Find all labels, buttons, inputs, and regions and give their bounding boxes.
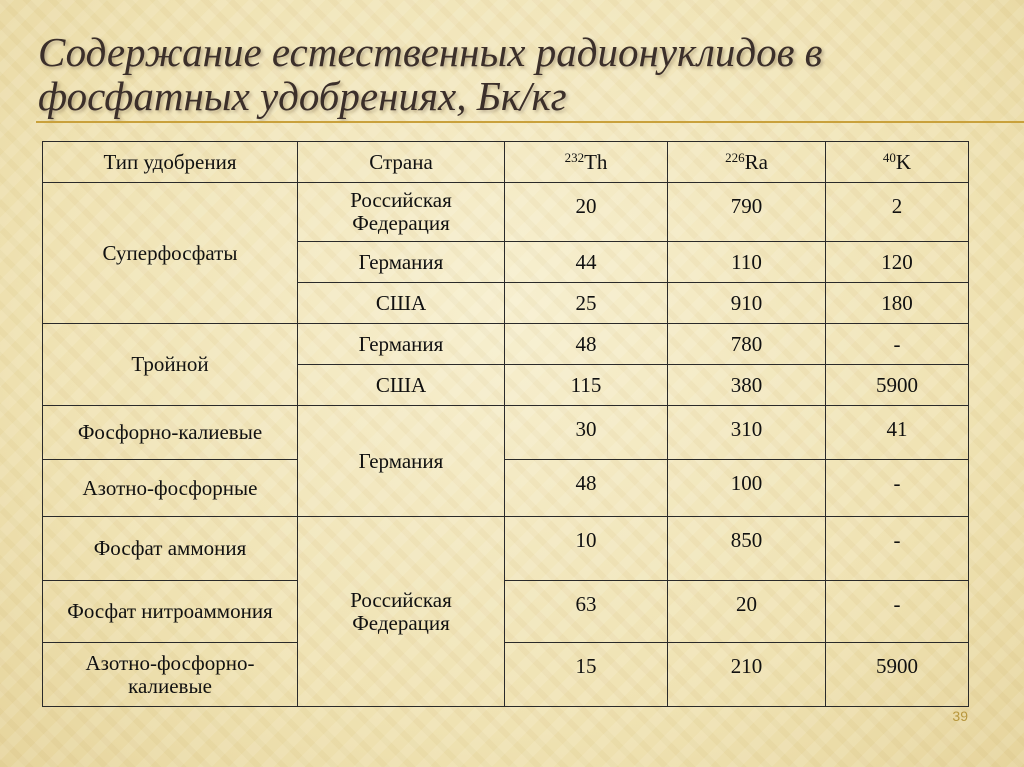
country-cell: США: [298, 283, 505, 324]
table-row: [43, 643, 969, 707]
th-mass-number: 232: [564, 149, 585, 165]
k-value: 5900: [826, 643, 969, 707]
type-superphosphate: Суперфосфаты: [43, 183, 298, 324]
type-cell: Азотно-фосфорные: [43, 460, 298, 517]
type-cell: Фосфат нитроаммония: [43, 581, 298, 643]
table-row: [43, 324, 969, 365]
country-germany-merged: Германия: [298, 406, 505, 517]
ra-value: 210: [668, 643, 826, 707]
th-value: 48: [505, 460, 668, 517]
k-value: -: [826, 460, 969, 517]
country-cell: США: [298, 365, 505, 406]
th-value: 20: [505, 183, 668, 242]
th-value: 30: [505, 406, 668, 460]
ra-value: 850: [668, 517, 826, 581]
k-value: -: [826, 324, 969, 365]
k-value: 5900: [826, 365, 969, 406]
page-number: 39: [952, 708, 968, 724]
country-russia-merged: Российская Федерация: [298, 517, 505, 707]
k-symbol: K: [895, 149, 912, 174]
ra-value: 910: [668, 283, 826, 324]
ra-mass-number: 226: [725, 149, 745, 165]
k-value: -: [826, 517, 969, 581]
type-cell: Азотно-фосфорно-калиевые: [43, 643, 298, 707]
table-row: [43, 183, 969, 242]
ra-symbol: Ra: [744, 149, 768, 174]
ra-value: 310: [668, 406, 826, 460]
th-value: 115: [505, 365, 668, 406]
header-th232: [505, 142, 668, 183]
th-value: 15: [505, 643, 668, 707]
type-cell: Фосфорно-калиевые: [43, 406, 298, 460]
k-value: 41: [826, 406, 969, 460]
th-symbol: Th: [584, 149, 608, 174]
ra-value: 20: [668, 581, 826, 643]
k-value: 2: [826, 183, 969, 242]
country-cell: Российская Федерация: [298, 183, 505, 242]
ra-value: 780: [668, 324, 826, 365]
th-value: 48: [505, 324, 668, 365]
type-triple: Тройной: [43, 324, 298, 406]
table-row: [43, 460, 969, 517]
type-cell: Фосфат аммония: [43, 517, 298, 581]
radionuclide-table: [42, 141, 969, 707]
country-cell: Германия: [298, 324, 505, 365]
header-row: [43, 142, 969, 183]
header-ra226: [668, 142, 826, 183]
k-value: -: [826, 581, 969, 643]
ra-value: 380: [668, 365, 826, 406]
th-value: 10: [505, 517, 668, 581]
table-row: [43, 581, 969, 643]
header-country: Страна: [298, 142, 505, 183]
table-row: [43, 517, 969, 581]
k-value: 180: [826, 283, 969, 324]
country-cell: Германия: [298, 242, 505, 283]
th-value: 44: [505, 242, 668, 283]
title-divider: [36, 121, 1024, 123]
header-type: Тип удобрения: [43, 142, 298, 183]
th-value: 63: [505, 581, 668, 643]
ra-value: 110: [668, 242, 826, 283]
k-mass-number: 40: [882, 149, 896, 165]
th-value: 25: [505, 283, 668, 324]
table-row: [43, 406, 969, 460]
slide-title: Содержание естественных радионуклидов в фосфатных удобрениях, Бк/кг: [38, 29, 823, 119]
k-value: 120: [826, 242, 969, 283]
ra-value: 790: [668, 183, 826, 242]
ra-value: 100: [668, 460, 826, 517]
header-k40: [826, 142, 969, 183]
